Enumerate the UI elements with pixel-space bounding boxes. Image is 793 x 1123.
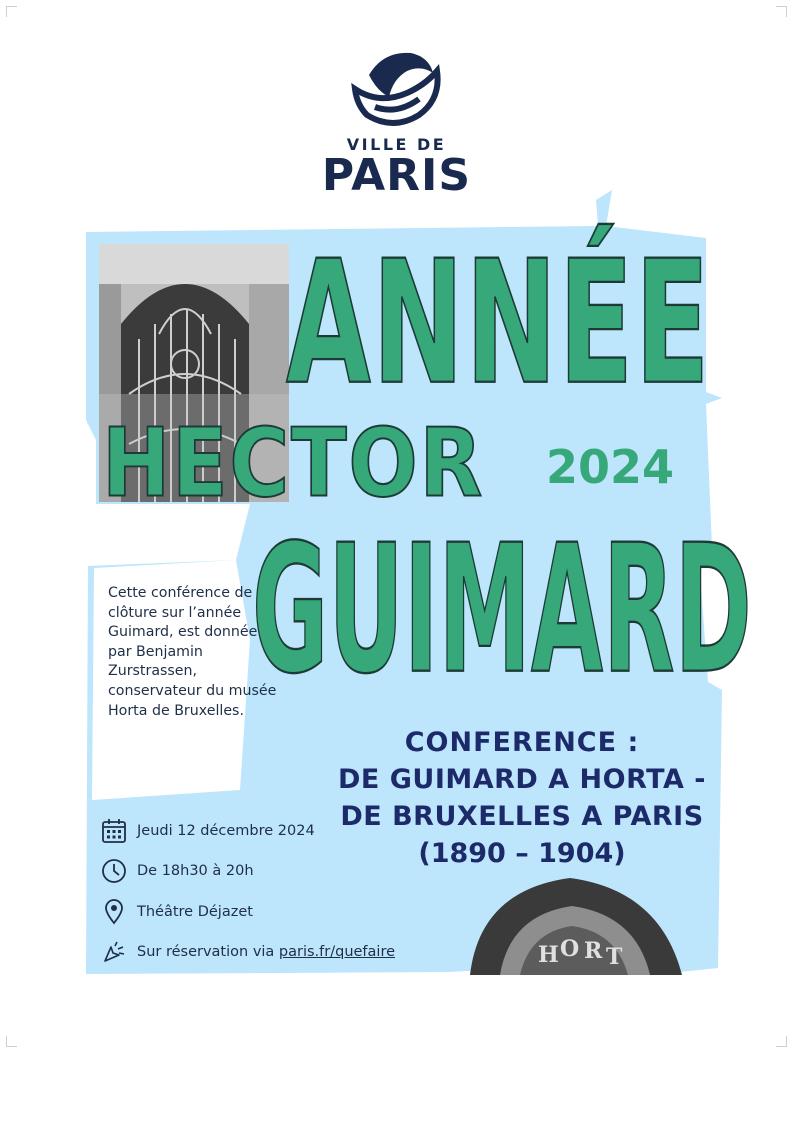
event-place-text: Théâtre Déjazet [137, 904, 253, 920]
conference-line-4: (1890 – 1904) [418, 838, 626, 869]
event-place [100, 898, 253, 926]
title-year: 2024 [546, 440, 675, 494]
location-pin-icon [100, 898, 128, 926]
event-time-text: De 18h30 à 20h [137, 863, 254, 879]
logo-line-2: PARIS [321, 150, 472, 201]
conference-line-3: DE BRUXELLES A PARIS [340, 801, 704, 832]
svg-text:O: O [560, 936, 580, 962]
conference-line-1: CONFERENCE : [404, 727, 640, 758]
title-hector: HECTOR [102, 408, 484, 518]
reservation-prefix: Sur réservation via [137, 944, 275, 960]
conference-heading [322, 724, 722, 872]
event-date-text: Jeudi 12 décembre 2024 [137, 823, 315, 839]
logo-line-1: VILLE DE [346, 135, 447, 154]
svg-text:T: T [606, 944, 623, 970]
conference-line-2: DE GUIMARD A HORTA - [337, 764, 706, 795]
intro-paragraph: Cette conférence de clôture sur l’année Guimard, est donnée par Benjamin Zurstrassen, conservateur du musée Horta de Bruxelles. [108, 585, 277, 719]
calendar-icon [100, 817, 128, 845]
photo-horta-sign [460, 870, 690, 975]
cursor-click-icon [100, 938, 128, 966]
event-time [100, 857, 254, 885]
ville-de-paris-logo [0, 45, 793, 201]
event-reservation [100, 938, 395, 966]
title-guimard: GUIMARD [252, 507, 752, 714]
svg-text:R: R [584, 938, 603, 964]
svg-text:H: H [538, 942, 559, 968]
clock-icon [100, 857, 128, 885]
event-date [100, 817, 315, 845]
title-annee: ANNÉE [286, 224, 712, 422]
reservation-link[interactable]: paris.fr/quefaire [278, 944, 396, 960]
paris-ship-icon [349, 45, 445, 129]
